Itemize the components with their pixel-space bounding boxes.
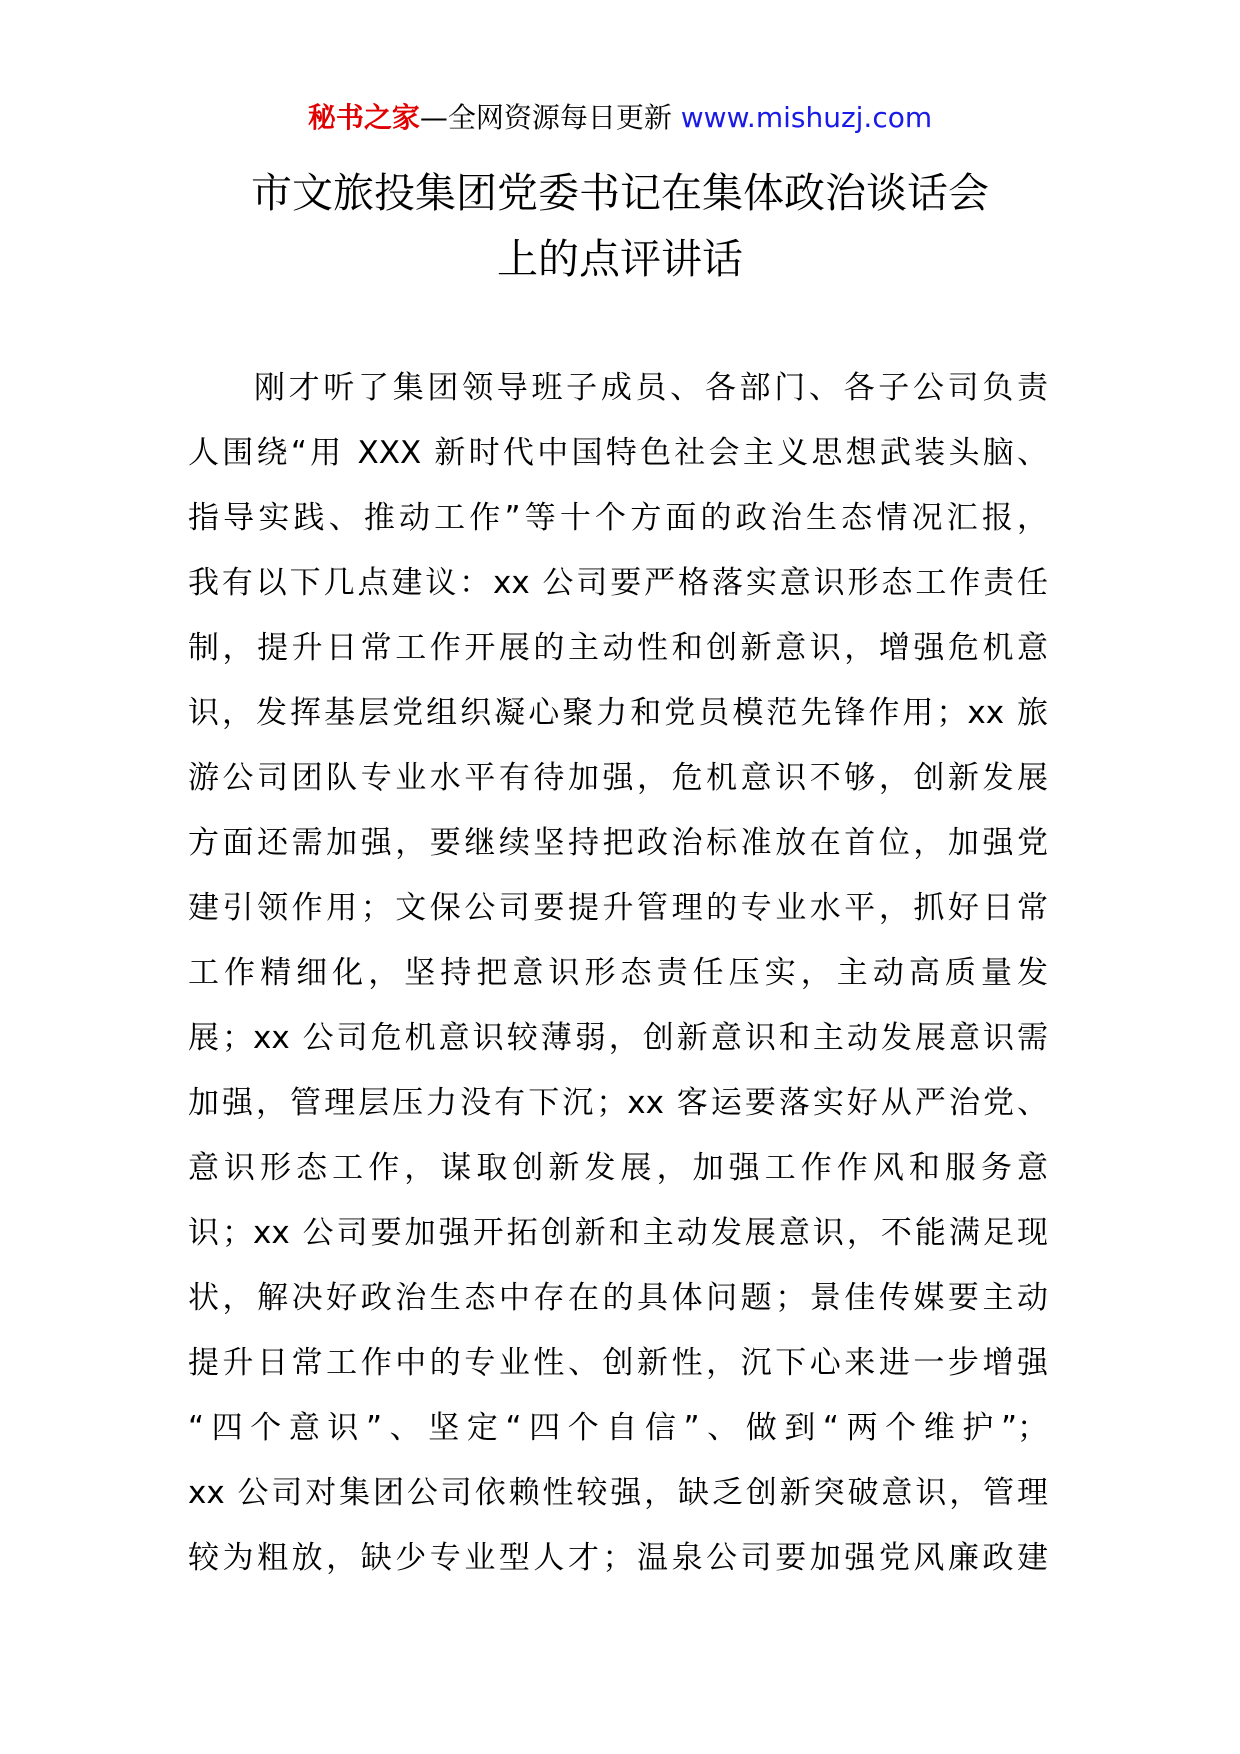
body-line: 意识形态工作，谋取创新发展，加强工作作风和服务意 bbox=[188, 1150, 1048, 1186]
watermark-tagline: —全网资源每日更新 bbox=[419, 101, 681, 134]
title-line: 市文旅投集团党委书记在集体政治谈话会 bbox=[251, 169, 989, 217]
body-line: “四个意识”、坚定“四个自信”、做到“两个维护”； bbox=[188, 1410, 1048, 1446]
body-line: 人围绕“用 XXX 新时代中国特色社会主义思想武装头脑、 bbox=[188, 435, 1048, 471]
watermark-header bbox=[0, 98, 1240, 138]
body-line: 指导实践、推动工作”等十个方面的政治生态情况汇报， bbox=[188, 500, 1048, 536]
document-title bbox=[150, 160, 1090, 292]
body-line: 较为粗放，缺少专业型人才；温泉公司要加强党风廉政建 bbox=[188, 1540, 1048, 1576]
body-line: 刚才听了集团领导班子成员、各部门、各子公司负责 bbox=[254, 370, 1048, 406]
body-line: xx 公司对集团公司依赖性较强，缺乏创新突破意识，管理 bbox=[188, 1475, 1048, 1511]
body-line: 展；xx 公司危机意识较薄弱，创新意识和主动发展意识需 bbox=[188, 1020, 1048, 1056]
body-line: 识，发挥基层党组织凝心聚力和党员模范先锋作用；xx 旅 bbox=[188, 695, 1048, 731]
watermark-url: www.mishuzj.com bbox=[680, 101, 933, 134]
title-line: 上的点评讲话 bbox=[497, 235, 743, 283]
body-line: 制，提升日常工作开展的主动性和创新意识，增强危机意 bbox=[188, 630, 1048, 666]
body-line: 工作精细化，坚持把意识形态责任压实，主动高质量发 bbox=[188, 955, 1048, 991]
watermark-brand: 秘书之家 bbox=[307, 101, 420, 134]
body-line: 识；xx 公司要加强开拓创新和主动发展意识，不能满足现 bbox=[188, 1215, 1048, 1251]
document-body bbox=[188, 356, 1048, 1591]
body-line: 提升日常工作中的专业性、创新性，沉下心来进一步增强 bbox=[188, 1345, 1048, 1381]
body-line: 游公司团队专业水平有待加强，危机意识不够，创新发展 bbox=[188, 760, 1048, 796]
body-line: 我有以下几点建议：xx 公司要严格落实意识形态工作责任 bbox=[188, 565, 1048, 601]
body-line: 加强，管理层压力没有下沉；xx 客运要落实好从严治党、 bbox=[188, 1085, 1048, 1121]
body-line: 方面还需加强，要继续坚持把政治标准放在首位，加强党 bbox=[188, 825, 1048, 861]
body-line: 状，解决好政治生态中存在的具体问题；景佳传媒要主动 bbox=[188, 1280, 1048, 1316]
body-line: 建引领作用；文保公司要提升管理的专业水平，抓好日常 bbox=[188, 890, 1048, 926]
